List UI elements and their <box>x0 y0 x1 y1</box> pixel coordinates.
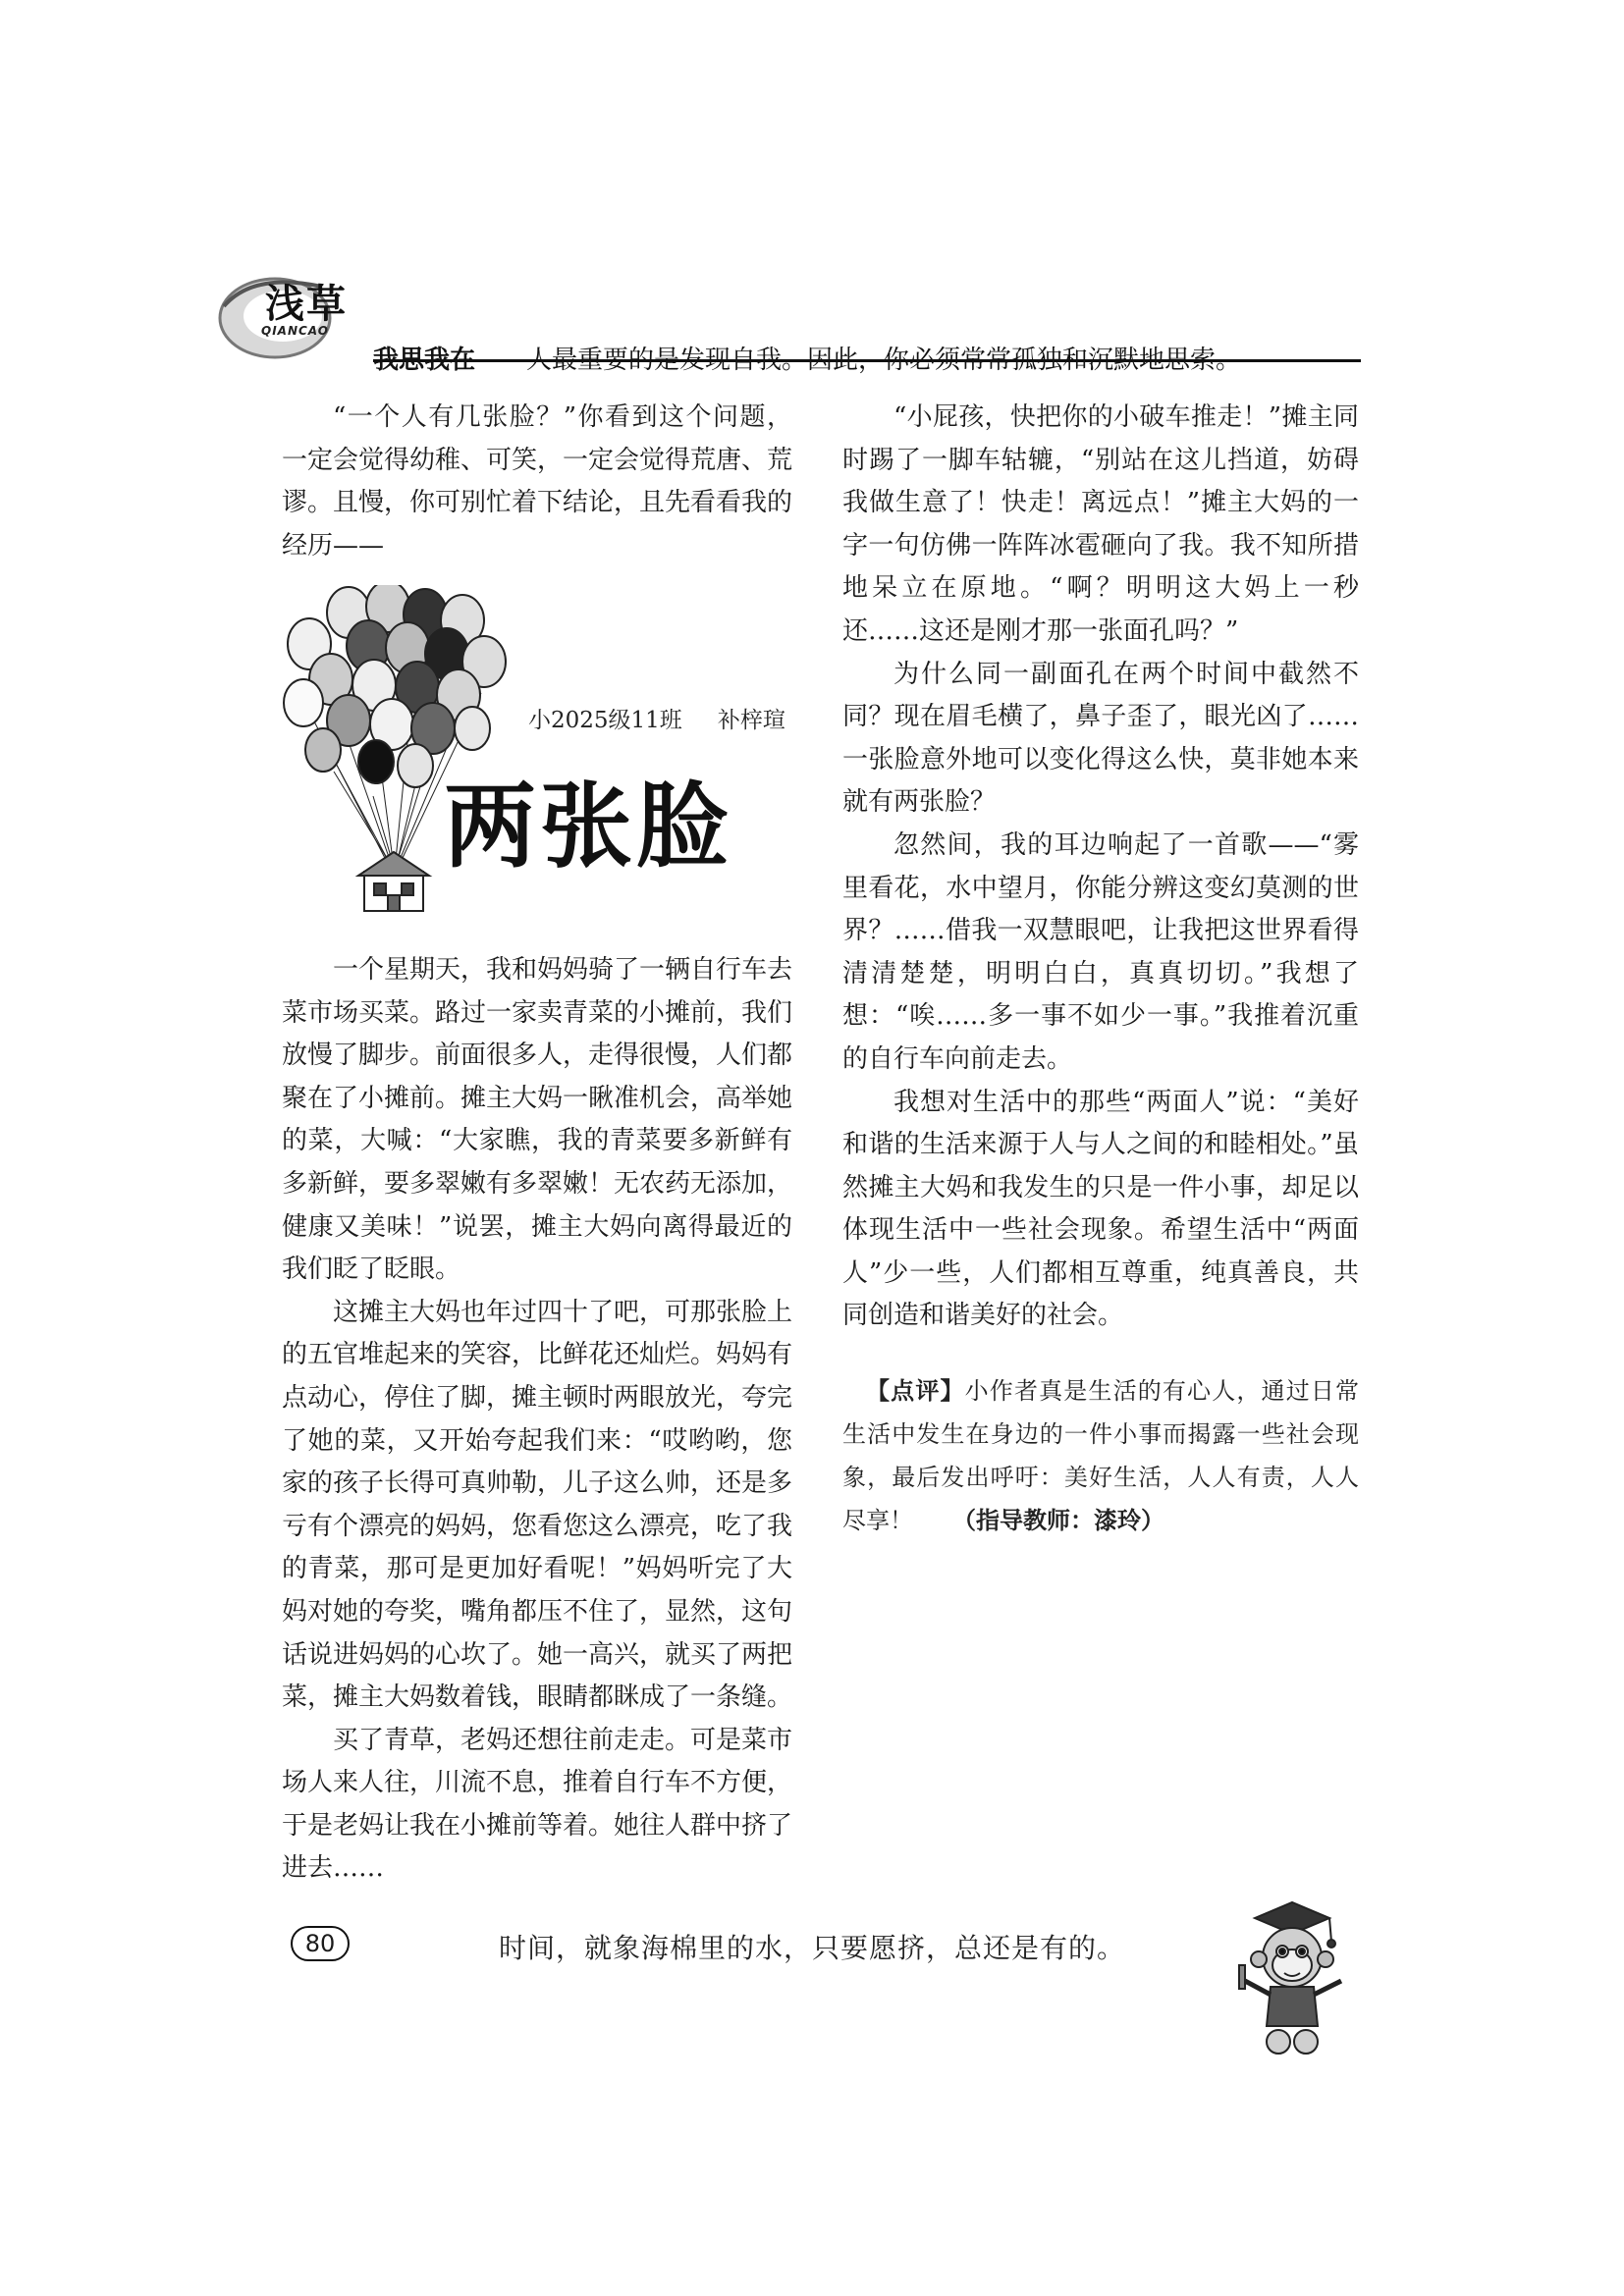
article-title: 两张脸 <box>444 774 733 881</box>
body-paragraph: “小屁孩，快把你的小破车推走！”摊主同时踢了一脚车轱辘，“别站在这儿挡道，妨碍我做生意了！快走！离远点！”摊主大妈的一字一句仿佛一阵阵冰雹砸向了我。我不知所措地呆立在原地。“啊？明明这大妈上一秒还……这还是刚才那一张面孔吗？” <box>842 402 1359 646</box>
section-title: 我思我在 <box>373 346 476 375</box>
body-paragraph: 一个星期天，我和妈妈骑了一辆自行车去菜市场买菜。路过一家卖青菜的小摊前，我们放慢了脚步。前面很多人，走得很慢，人们都聚在了小摊前。摊主大妈一瞅准机会，高举她的菜，大喊：“大家瞧，我的青菜要多新鲜有多新鲜，要多翠嫩有多翠嫩！无农药无添加，健康又美味！”说罢，摊主大妈向离得最近的我们眨了眨眼。 <box>282 955 793 1285</box>
logo-english-text: QIANCAO <box>261 324 329 338</box>
byline <box>528 702 785 734</box>
logo-chinese-text: 浅草 <box>265 282 348 327</box>
header-divider <box>373 359 1361 362</box>
author-class: 小2025级11班 <box>528 708 682 733</box>
section-header <box>373 340 1241 376</box>
body-paragraph: 这摊主大妈也年过四十了吧，可那张脸上的五官堆起来的笑容，比鲜花还灿烂。妈妈有点动心，停住了脚，摊主顿时两眼放光，夸完了她的菜，又开始夸起我们来：“哎哟哟，您家的孩子长得可真帅勒，儿子这么帅，还是多亏有个漂亮的妈妈，您看您这么漂亮，吃了我的青菜，那可是更加好看呢！”妈妈听完了大妈对她的夸奖，嘴角都压不住了，显然，这句话说进妈妈的心坎了。她一高兴，就买了两把菜，摊主大妈数着钱，眼睛都眯成了一条缝。 <box>282 1297 793 1713</box>
monkey-graduate-mascot-icon <box>1227 1889 1357 2057</box>
editor-comment <box>842 1369 1359 1542</box>
page-number: 80 <box>291 1926 350 1961</box>
intro-column <box>282 397 792 567</box>
right-body-column <box>842 397 1359 1338</box>
comment-teacher: （指导教师：漆玲） <box>952 1507 1164 1534</box>
body-paragraph: 我想对生活中的那些“两面人”说：“美好和谐的生活来源于人与人之间的和睦相处。”虽然摊主大妈和我发生的只是一件小事，却足以体现生活中一些社会现象。希望生活中“两面人”少一些，人们都相互尊重，纯真善良，共同创造和谐美好的社会。 <box>842 1087 1359 1331</box>
body-paragraph: 买了青草，老妈还想往前走走。可是菜市场人来人往，川流不息，推着自行车不方便，于是老妈让我在小摊前等着。她往人群中挤了进去…… <box>282 1725 793 1884</box>
comment-label: 【点评】 <box>866 1376 965 1405</box>
body-paragraph: 忽然间，我的耳边响起了一首歌——“雾里看花，水中望月，你能分辨这变幻莫测的世界？……借我一双慧眼吧，让我把这世界看得清清楚楚，明明白白，真真切切。”我想了想：“唉……多一事不如少一事。”我推着沉重的自行车向前走去。 <box>842 829 1359 1074</box>
author-name: 补梓瑄 <box>717 708 785 733</box>
footer-quote: 时间，就象海棉里的水，只要愿挤，总还是有的。 <box>499 1932 1126 1964</box>
comment-text: 小作者真是生活的有心人，通过日常生活中发生在身边的一件小事而揭露一些社会现象，最后发出呼吁：美好生活，人人有责，人人尽享！ <box>842 1377 1360 1534</box>
magazine-logo <box>214 267 363 365</box>
body-paragraph: 为什么同一副面孔在两个时间中截然不同？现在眉毛横了，鼻子歪了，眼光凶了……一张脸意外地可以变化得这么快，莫非她本来就有两张脸？ <box>842 659 1359 818</box>
intro-paragraph: “一个人有几张脸？”你看到这个问题，一定会觉得幼稚、可笑，一定会觉得荒唐、荒谬。且慢，你可别忙着下结论，且先看看我的经历—— <box>282 402 793 561</box>
section-motto: ——人最重要的是发现自我。因此，你必须常常孤独和沉默地思索。 <box>475 346 1242 375</box>
left-body-column <box>282 949 792 1891</box>
mascot <box>1227 1889 1357 2057</box>
